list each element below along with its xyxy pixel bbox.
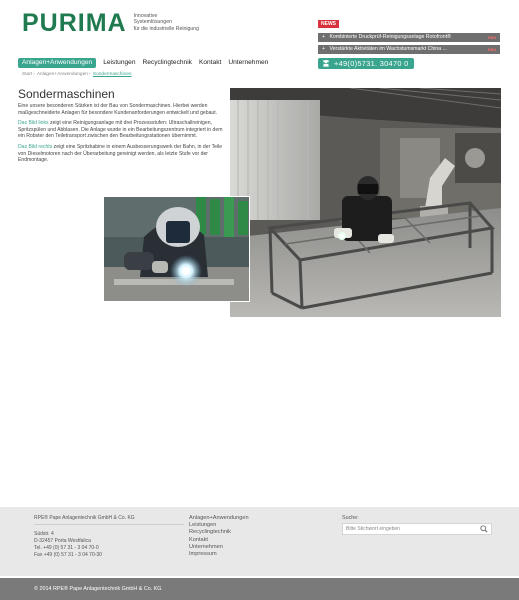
image-left-link[interactable]: Das Bild links bbox=[18, 120, 49, 127]
logo-wordmark: PURIMA bbox=[22, 9, 127, 37]
nav-item-recyclingtechnik[interactable]: Recyclingtechnik bbox=[142, 59, 192, 66]
nav-item-leistungen[interactable]: Leistungen bbox=[103, 59, 136, 66]
footer-link-leistungen[interactable]: Leistungen bbox=[189, 522, 217, 529]
footer-company: RPE® Pape Anlagentechnik GmbH & Co. KG bbox=[34, 515, 184, 525]
photo-welder-closeup bbox=[103, 196, 250, 302]
page-title: Sondermaschinen bbox=[18, 87, 115, 101]
logo-tagline bbox=[134, 13, 199, 32]
logo-tagline-line: Systemlösungen bbox=[133, 19, 172, 26]
phone-button[interactable] bbox=[318, 58, 414, 69]
news-item[interactable] bbox=[318, 45, 500, 54]
footer-link-anlagen[interactable]: Anlagen+Anwendungen bbox=[189, 515, 249, 521]
footer-links bbox=[189, 515, 249, 558]
arrow-right-icon: + bbox=[322, 34, 326, 40]
footer-link-impressum[interactable]: Impressum bbox=[189, 551, 217, 558]
paragraph-text: zeigt eine Spritzkabine in einem Ausbesserungswerk der Bahn, in der Teile von Dieselmotoren nach der Überarbeitung gereinigt werden, als letzte Stufe vor der Endmontage. bbox=[18, 143, 223, 164]
footer bbox=[0, 507, 519, 576]
paragraph-text: zeigt eine Reinigungsanlage mit drei Prozessstufen: Ultraschallreinigen, Spritzspülen und Abblasen. Die Anlage wurde in ein Bearbeitungszentrum integriert in dem ein Robster den Teiletransport zwischen den Bearbeitungsstationen übernimmt. bbox=[18, 120, 223, 140]
footer-link-unternehmen[interactable]: Unternehmen bbox=[189, 543, 223, 550]
image-right-link[interactable]: Das Bild rechts bbox=[18, 143, 53, 150]
news-badge: NEWS bbox=[318, 20, 339, 28]
logo-tagline-line: für die industrielle Reinigung bbox=[133, 25, 200, 32]
breadcrumb: Start› Anlagen+Anwendungen› Sondermaschinen bbox=[22, 72, 132, 77]
intro-paragraph: Eine unsere besonderen Stärken ist der Bau von Sondermaschinen. Hierbei werden maßgeschneiderte Anlagen für besondere Kundenanforderungen entwickelt und gebaut. bbox=[18, 103, 218, 116]
nav-item-unternehmen[interactable]: Unternehmen bbox=[228, 59, 269, 66]
news-box bbox=[318, 12, 500, 54]
copyright: © 2014 RPE® Pape Anlagentechnik GmbH & Co. KG bbox=[0, 578, 519, 600]
arrow-right-icon: + bbox=[322, 46, 326, 52]
logo-tagline-line: Innovative bbox=[133, 13, 158, 19]
search-icon[interactable] bbox=[480, 525, 488, 533]
phone-number: +49(0)5731. 30470 0 bbox=[334, 59, 409, 68]
breadcrumb-current[interactable]: Sondermaschinen bbox=[92, 72, 132, 77]
news-item-text: Kombinierte Druckprüf-Reinigungsanlage Rotofront® bbox=[329, 34, 451, 40]
footer-address bbox=[34, 515, 184, 559]
nav-item-anlagen[interactable]: Anlagen+Anwendungen bbox=[18, 58, 96, 68]
footer-link-recyclingtechnik[interactable]: Recyclingtechnik bbox=[189, 529, 231, 536]
footer-tel: Tel. +49 (0) 57 31 - 3 04 70-0 bbox=[34, 545, 99, 551]
search-placeholder: Bitte Stichwort eingeben bbox=[346, 526, 400, 532]
phone-icon bbox=[322, 60, 330, 67]
logo[interactable] bbox=[22, 11, 199, 36]
breadcrumb-item[interactable]: Start bbox=[22, 72, 33, 77]
news-item-text: Verstärkte Aktivitäten im Wachstumsmarkt China ... bbox=[329, 46, 447, 52]
search-label: Suche: bbox=[342, 515, 359, 521]
main-nav bbox=[18, 58, 275, 68]
paragraph-left-image bbox=[18, 120, 228, 140]
news-item-tag: neu bbox=[487, 35, 496, 40]
nav-item-kontakt[interactable]: Kontakt bbox=[198, 59, 222, 66]
workshop-illustration bbox=[230, 88, 501, 317]
paragraph-right-image bbox=[18, 144, 228, 164]
main-content bbox=[18, 87, 228, 168]
photo-welding-workshop bbox=[230, 88, 501, 317]
search-input[interactable] bbox=[342, 523, 492, 535]
welder-illustration bbox=[104, 197, 250, 302]
footer-link-kontakt[interactable]: Kontakt bbox=[189, 536, 208, 543]
footer-city: D-32457 Porta Westfalica bbox=[34, 538, 91, 544]
footer-fax: Fax +49 (0) 57 31 - 3 04 70-30 bbox=[34, 552, 102, 558]
news-item-tag: neu bbox=[487, 47, 496, 52]
footer-street: Südstr. 4 bbox=[34, 531, 54, 537]
breadcrumb-item[interactable]: Anlagen+Anwendungen bbox=[36, 72, 88, 77]
news-item[interactable] bbox=[318, 33, 500, 42]
